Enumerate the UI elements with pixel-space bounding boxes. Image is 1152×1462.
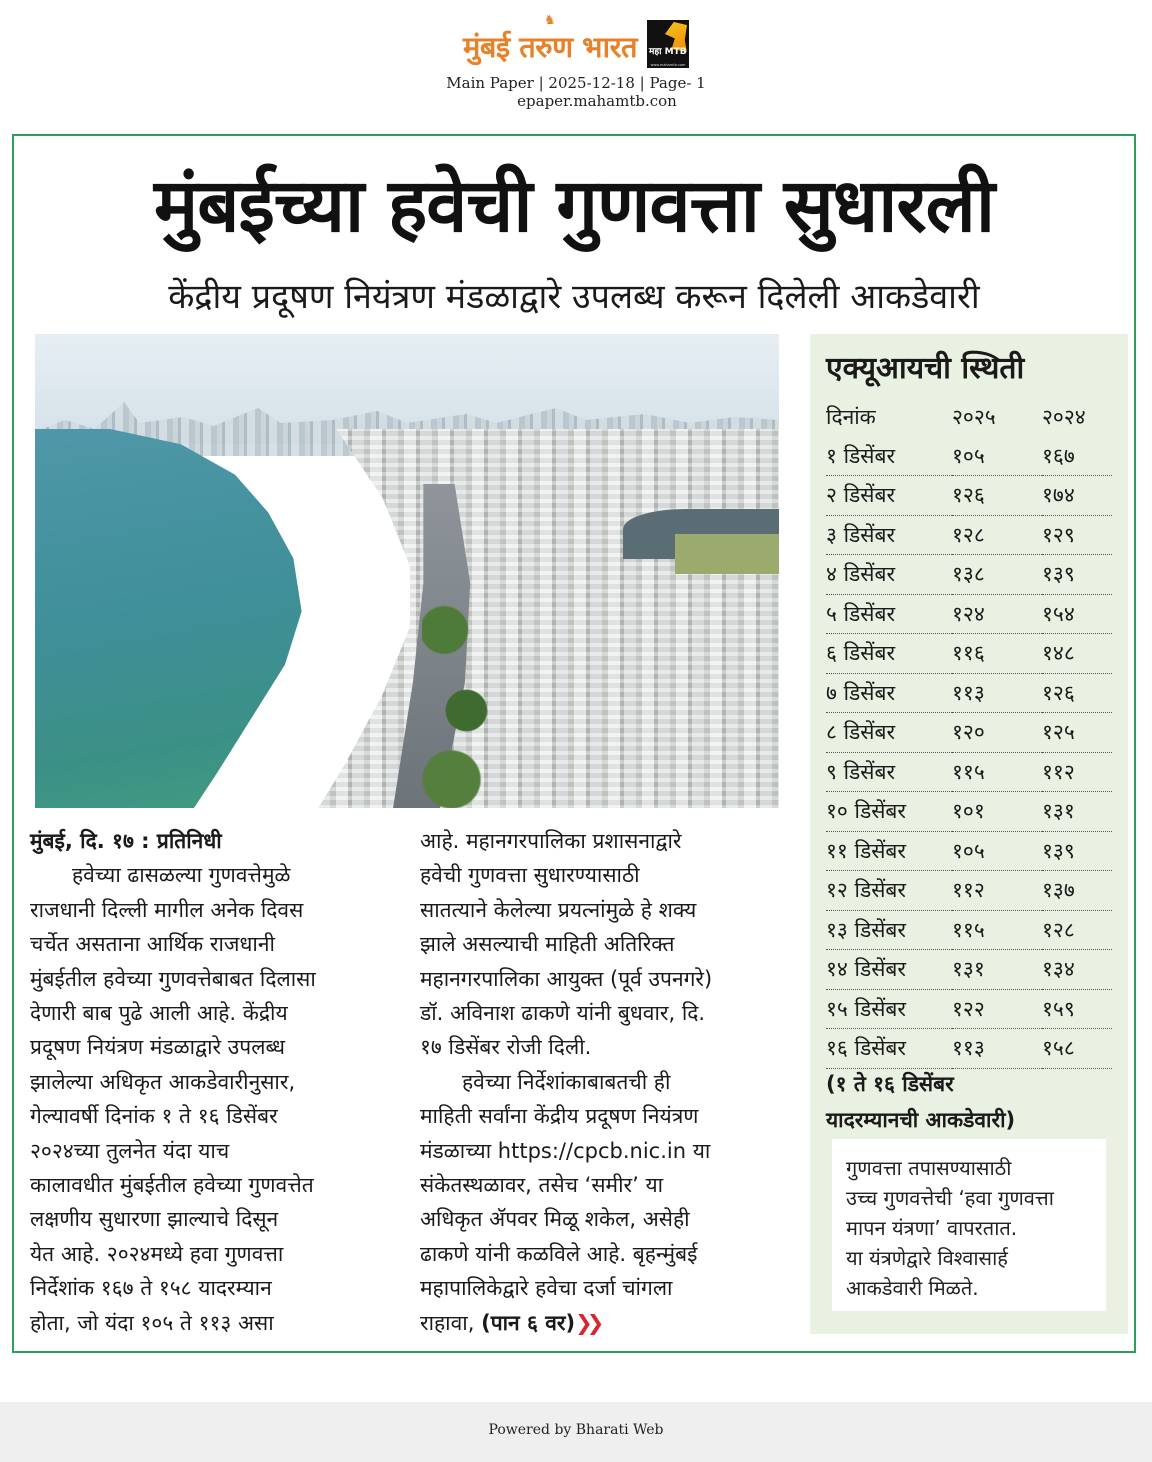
double-chevron-right-icon: ❯❯ <box>575 1310 599 1335</box>
table-row: ११ डिसेंबर १०५ १३९ <box>826 831 1112 871</box>
mtb-url: www.mahamtb.com <box>650 63 686 67</box>
edition-meta: Main Paper | 2025-12-18 | Page- 1 <box>446 74 706 92</box>
logo-row <box>0 14 1152 70</box>
site-url[interactable]: epaper.mahamtb.con <box>517 92 677 110</box>
lion-emblem-icon: ♞ <box>544 12 556 28</box>
table-row: ६ डिसेंबर ११६ १४८ <box>826 634 1112 674</box>
table-header-row <box>826 398 1112 437</box>
cpcb-link-line[interactable]: मंडळाच्या https://cpcb.nic.in या <box>420 1138 711 1163</box>
mtb-badge-logo[interactable] <box>647 20 689 68</box>
subheadline: केंद्रीय प्रदूषण नियंत्रण मंडळाद्वारे उपलब्ध करून दिलेली आकडेवारी <box>168 277 980 317</box>
body-column-2 <box>420 824 790 1340</box>
table-row: १४ डिसेंबर १३१ १३४ <box>826 950 1112 990</box>
column-header-2025: २०२५ <box>952 405 996 430</box>
body-column-1 <box>30 824 390 1340</box>
paragraph: हवेच्या निर्देशांकाबाबतची ही माहिती सर्वांना केंद्रीय प्रदूषण नियंत्रण मंडळाच्या https://cpcb.nic.in या संकेतस्थळावर, तसेच ‘समीर’ या अधिकृत ॲपवर मिळू शकेल, असेही ढाकणे यांनी कळविले आहे. बृहन्मुंबई महापालिकेद्वारे हवेचा दर्जा चांगला राहावा, (पान ६ वर)❯❯ <box>420 1069 711 1335</box>
table-row: १६ डिसेंबर ११३ १५८ <box>826 1029 1112 1069</box>
dateline: मुंबई, दि. १७ : प्रतिनिधी <box>30 829 222 853</box>
table-row: १२ डिसेंबर ११२ १३७ <box>826 871 1112 911</box>
table-footnote: (१ ते १६ डिसेंबर यादरम्यानची आकडेवारी) <box>826 1072 1016 1132</box>
table-row: ७ डिसेंबर ११३ १२६ <box>826 673 1112 713</box>
photo-city <box>318 429 779 808</box>
table-row: ३ डिसेंबर १२८ १२९ <box>826 515 1112 555</box>
powered-by-link[interactable]: Powered by Bharati Web <box>488 1422 664 1438</box>
info-box: गुणवत्ता तपासण्यासाठी उच्च गुणवत्तेची ‘हवा गुणवत्ता मापन यंत्रणा’ वापरतात. या यंत्रणेद्वारे विश्वासार्ह आकडेवारी मिळते. <box>832 1139 1106 1311</box>
table-row: २ डिसेंबर १२६ १७४ <box>826 476 1112 516</box>
page-footer <box>0 1402 1152 1462</box>
column-header-date: दिनांक <box>826 405 876 430</box>
headline: मुंबईच्या हवेची गुणवत्ता सुधारली <box>153 163 995 249</box>
paragraph: आहे. महानगरपालिका प्रशासनाद्वारे हवेची गुणवत्ता सुधारण्यासाठी सातत्याने केलेल्या प्रयत्नांमुळे हे शक्य झाले असल्याची माहिती अतिरिक्त महानगरपालिका आयुक्त (पूर्व उपनगरे) डॉ. अविनाश ढाकणे यांनी बुधवार, दि. १७ डिसेंबर रोजी दिली. <box>420 829 713 1060</box>
aqi-sidebar <box>810 334 1128 1334</box>
table-row: ५ डिसेंबर १२४ १५४ <box>826 594 1112 634</box>
masthead <box>0 14 1152 110</box>
publication-logo[interactable] <box>463 12 637 64</box>
aqi-table <box>826 398 1112 1069</box>
article-photo <box>35 334 779 808</box>
table-row: १ डिसेंबर १०५ १६७ <box>826 437 1112 476</box>
table-row: १० डिसेंबर १०१ १३१ <box>826 792 1112 832</box>
mtb-label: महा MTB <box>648 47 687 57</box>
sidebar-title: एक्यूआयची स्थिती <box>826 351 1025 386</box>
continued-on-page-link[interactable]: (पान ६ वर) <box>481 1310 576 1335</box>
paragraph: हवेच्या ढासळल्या गुणवत्तेमुळे राजधानी दिल्ली मागील अनेक दिवस चर्चेत असताना आर्थिक राजधानी मुंबईतील हवेच्या गुणवत्तेबाबत दिलासा देणारी बाब पुढे आली आहे. केंद्रीय प्रदूषण नियंत्रण मंडळाद्वारे उपलब्ध झालेल्या अधिकृत आकडेवारीनुसार, गेल्यावर्षी दिनांक १ ते १६ डिसेंबर २०२४च्या तुलनेत यंदा याच कालावधीत मुंबईतील हवेच्या गुणवत्तेत लक्षणीय सुधारणा झाल्याचे दिसून येत आहे. २०२४मध्ये हवा गुणवत्ता निर्देशांक १६७ ते १५८ यादरम्यान होता, जो यंदा १०५ ते ११३ असा <box>30 863 316 1335</box>
logo-text: मुंबई तरुण भारत <box>463 29 637 64</box>
column-header-2024: २०२४ <box>1042 405 1086 430</box>
table-row: ८ डिसेंबर १२० १२५ <box>826 713 1112 753</box>
table-row: ४ डिसेंबर १३८ १३९ <box>826 555 1112 595</box>
photo-field <box>675 534 779 574</box>
table-row: १३ डिसेंबर ११५ १२८ <box>826 910 1112 950</box>
table-row: ९ डिसेंबर ११५ ११२ <box>826 752 1112 792</box>
article-frame <box>12 134 1136 1353</box>
table-row: १५ डिसेंबर १२२ १५९ <box>826 989 1112 1029</box>
photo-trees <box>422 584 496 808</box>
